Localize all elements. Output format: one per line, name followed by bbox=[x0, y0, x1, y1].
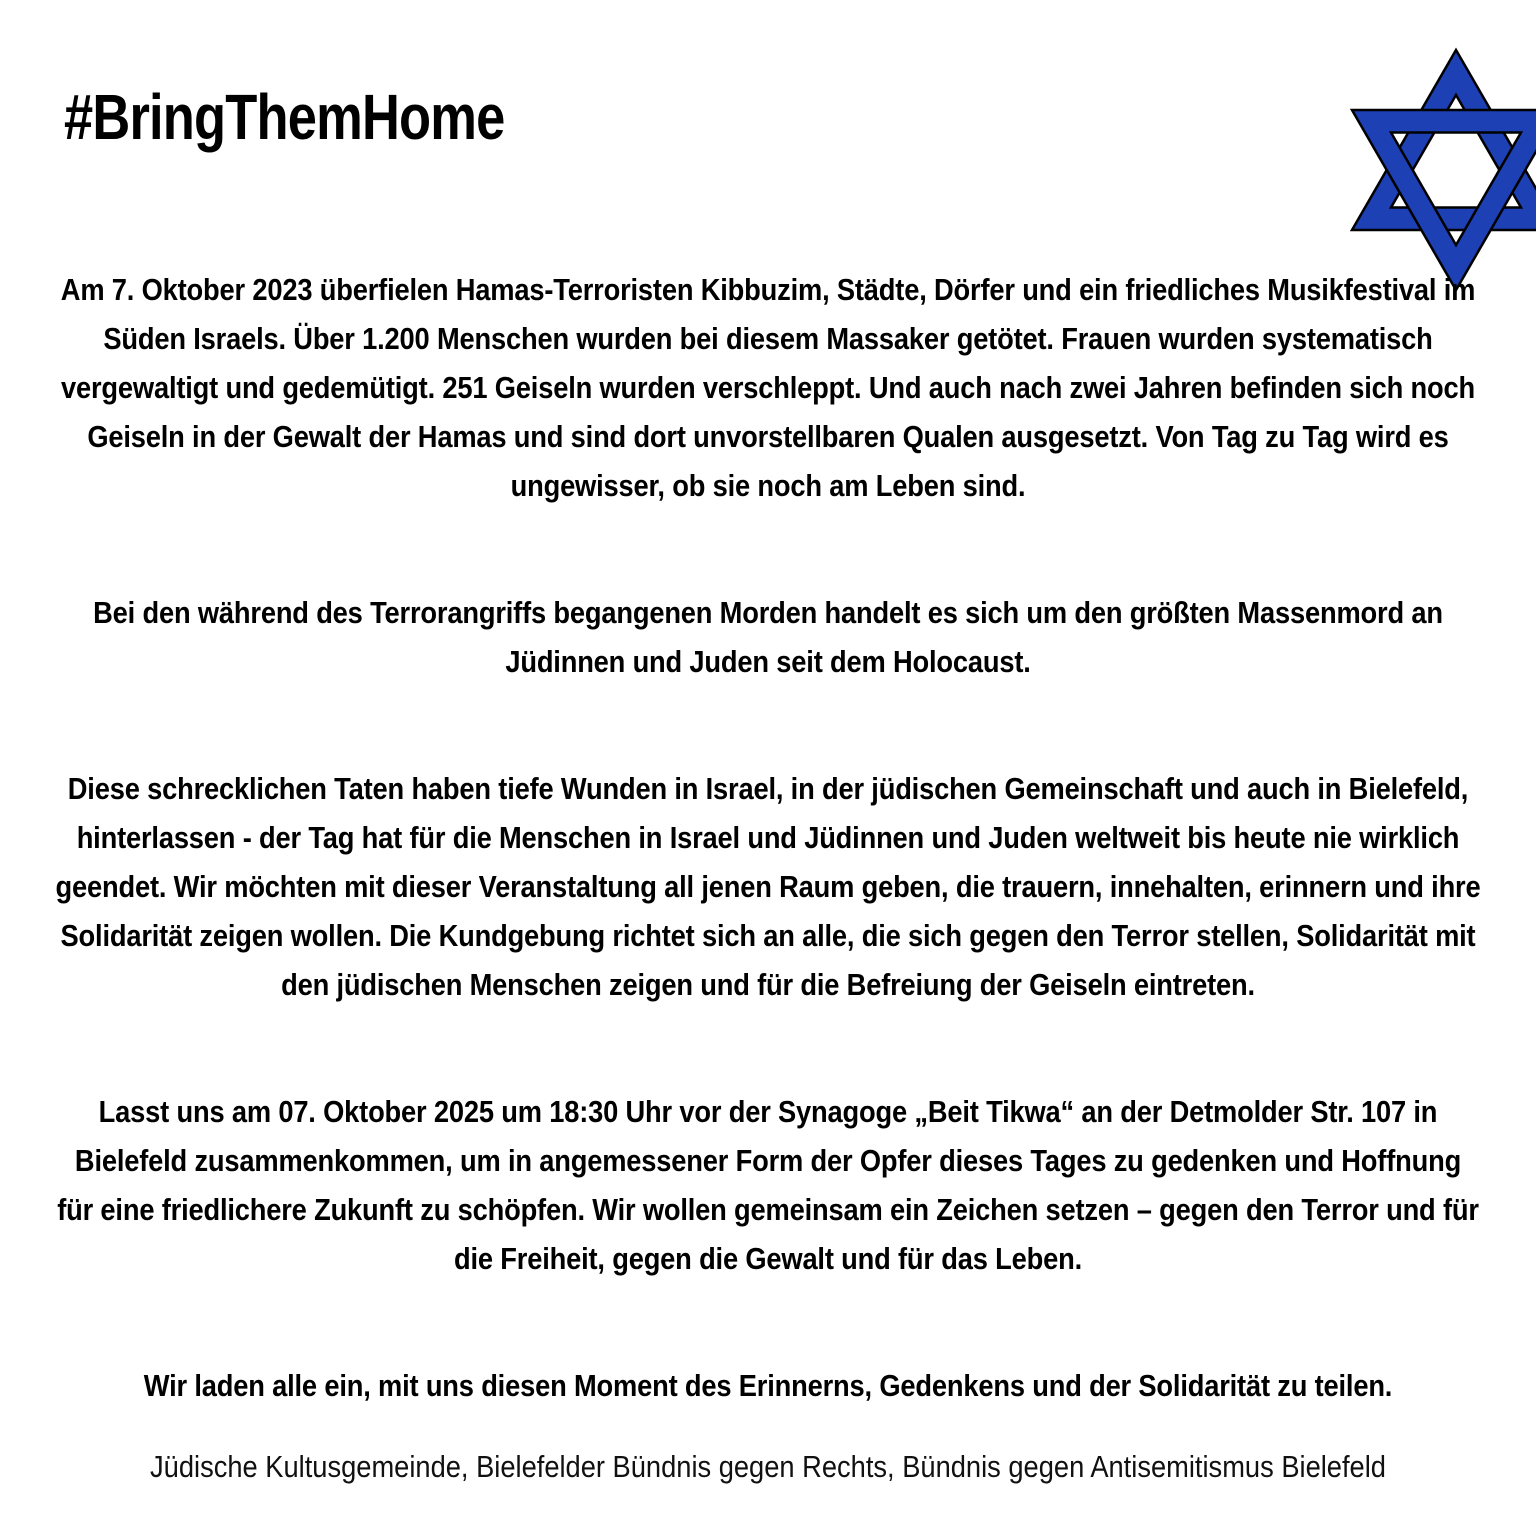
paragraph-einladung-details: Lasst uns am 07. Oktober 2025 um 18:30 Uhr vor der Synagoge „Beit Tikwa“ an der Detmolder Str. 107 in Bielefeld zusammenkommen, um in angemessener Form der Opfer dieses Tages zu gedenken und Hoffnung für eine friedlichere Zukunft zu schöpfen. Wir wollen gemeinsam ein Zeichen setzen – gegen den Terror und für die Freiheit, gegen die Gewalt und für das Leben. bbox=[57, 1093, 1479, 1276]
organizers-line: Jüdische Kultusgemeinde, Bielefelder Bündnis gegen Rechts, Bündnis gegen Antisemitismus Bielefeld bbox=[150, 1449, 1386, 1485]
page-title: #BringThemHome bbox=[64, 81, 505, 153]
paragraph-einladung-abschluss: Wir laden alle ein, mit uns diesen Moment des Erinnerns, Gedenkens und der Solidarität zu teilen. bbox=[143, 1367, 1393, 1403]
body-text bbox=[55, 266, 1481, 1491]
paragraph-attack: Am 7. Oktober 2023 überfielen Hamas-Terroristen Kibbuzim, Städte, Dörfer und ein friedliches Musikfestival im Süden Israels. Über 1.200 Menschen wurden bei diesem Massaker getötet. Frauen wurden systematisch vergewaltigt und gedemütigt. 251 Geiseln wurden verschleppt. Und auch nach zwei Jahren befinden sich noch Geiseln in der Gewalt der Hamas und sind dort unvorstellbaren Qualen ausgesetzt. Von Tag zu Tag wird es ungewisser, ob sie noch am Leben sind. bbox=[60, 272, 1476, 503]
paragraph-massenmord: Bei den während des Terrorangriffs begangenen Morden handelt es sich um den größten Massenmord an Jüdinnen und Juden seit dem Holocaust. bbox=[93, 594, 1443, 679]
star-of-david-icon bbox=[1331, 45, 1536, 295]
paragraph-wunden: Diese schrecklichen Taten haben tiefe Wunden in Israel, in der jüdischen Gemeinschaft und auch in Bielefeld, hinterlassen - der Tag hat für die Menschen in Israel und Jüdinnen und Juden weltweit bis heute nie wirklich geendet. Wir möchten mit dieser Veranstaltung all jenen Raum geben, die trauern, innehalten, erinnern und ihre Solidarität zeigen wollen. Die Kundgebung richtet sich an alle, die sich gegen den Terror stellen, Solidarität mit den jüdischen Menschen zeigen und für die Befreiung der Geiseln eintreten. bbox=[55, 770, 1481, 1002]
